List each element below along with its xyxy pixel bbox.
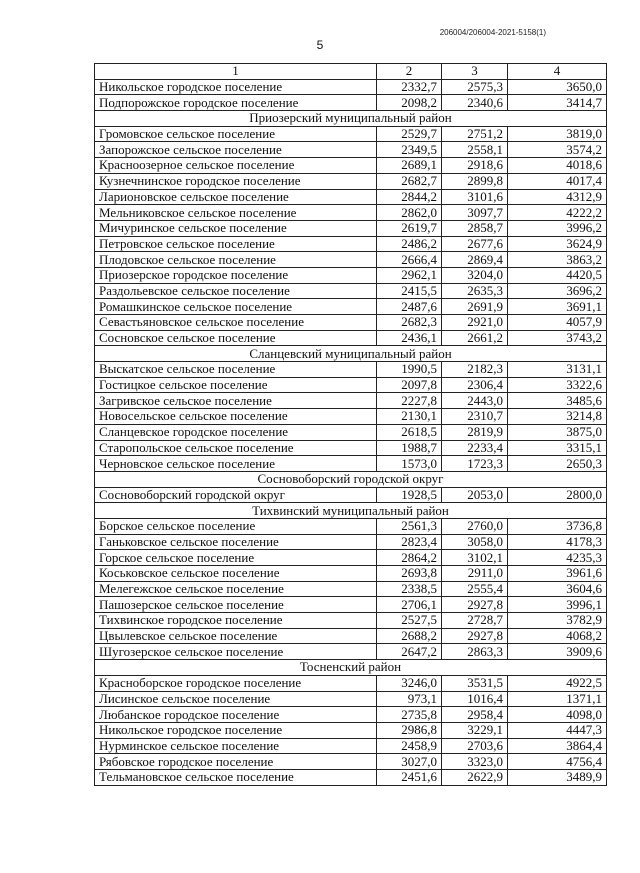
settlement-name-cell: Пашозерское сельское поселение bbox=[95, 597, 377, 613]
settlement-name-cell: Борское сельское поселение bbox=[95, 518, 377, 534]
value-cell-4: 3574,2 bbox=[508, 142, 607, 158]
value-cell-3: 2751,2 bbox=[442, 126, 508, 142]
table-row bbox=[95, 691, 607, 707]
value-cell-2: 2823,4 bbox=[377, 534, 442, 550]
value-cell-2: 1988,7 bbox=[377, 440, 442, 456]
settlement-name-cell: Сосновское сельское поселение bbox=[95, 330, 377, 346]
value-cell-3: 2858,7 bbox=[442, 220, 508, 236]
value-cell-4: 4312,9 bbox=[508, 189, 607, 205]
value-cell-3: 2899,8 bbox=[442, 173, 508, 189]
value-cell-4: 4178,3 bbox=[508, 534, 607, 550]
value-cell-2: 2338,5 bbox=[377, 581, 442, 597]
table-row bbox=[95, 518, 607, 534]
value-cell-2: 1928,5 bbox=[377, 487, 442, 503]
table-row bbox=[95, 393, 607, 409]
column-header: 1 bbox=[95, 64, 377, 80]
settlement-name-cell: Загривское сельское поселение bbox=[95, 393, 377, 409]
settlement-name-cell: Запорожское сельское поселение bbox=[95, 142, 377, 158]
settlement-name-cell: Громовское сельское поселение bbox=[95, 126, 377, 142]
value-cell-2: 2689,1 bbox=[377, 158, 442, 174]
value-cell-2: 2486,2 bbox=[377, 236, 442, 252]
table-row bbox=[95, 95, 607, 111]
section-row bbox=[95, 346, 607, 362]
settlement-name-cell: Ларионовское сельское поселение bbox=[95, 189, 377, 205]
value-cell-2: 2458,9 bbox=[377, 738, 442, 754]
table-row bbox=[95, 613, 607, 629]
table-row bbox=[95, 534, 607, 550]
value-cell-3: 2555,4 bbox=[442, 581, 508, 597]
value-cell-4: 3485,6 bbox=[508, 393, 607, 409]
table-row bbox=[95, 362, 607, 378]
settlement-name-cell: Красноозерное сельское поселение bbox=[95, 158, 377, 174]
settlement-name-cell: Черновское сельское поселение bbox=[95, 456, 377, 472]
settlement-name-cell: Никольское городское поселение bbox=[95, 79, 377, 95]
value-cell-2: 2647,2 bbox=[377, 644, 442, 660]
settlement-name-cell: Мелегежское сельское поселение bbox=[95, 581, 377, 597]
value-cell-3: 3204,0 bbox=[442, 267, 508, 283]
value-cell-2: 2844,2 bbox=[377, 189, 442, 205]
settlement-name-cell: Приозерское городское поселение bbox=[95, 267, 377, 283]
value-cell-3: 2691,9 bbox=[442, 299, 508, 315]
value-cell-2: 2451,6 bbox=[377, 769, 442, 785]
value-cell-3: 2575,3 bbox=[442, 79, 508, 95]
settlement-name-cell: Никольское городское поселение bbox=[95, 722, 377, 738]
value-cell-4: 3691,1 bbox=[508, 299, 607, 315]
value-cell-4: 3863,2 bbox=[508, 252, 607, 268]
value-cell-3: 3058,0 bbox=[442, 534, 508, 550]
settlement-name-cell: Лисинское сельское поселение bbox=[95, 691, 377, 707]
value-cell-3: 2340,6 bbox=[442, 95, 508, 111]
settlement-name-cell: Ромашкинское сельское поселение bbox=[95, 299, 377, 315]
value-cell-4: 3322,6 bbox=[508, 377, 607, 393]
value-cell-2: 2332,7 bbox=[377, 79, 442, 95]
value-cell-3: 2869,4 bbox=[442, 252, 508, 268]
settlement-name-cell: Раздольевское сельское поселение bbox=[95, 283, 377, 299]
value-cell-2: 3027,0 bbox=[377, 754, 442, 770]
value-cell-3: 2635,3 bbox=[442, 283, 508, 299]
table-row bbox=[95, 707, 607, 723]
value-cell-2: 2227,8 bbox=[377, 393, 442, 409]
settlement-name-cell: Выскатское сельское поселение bbox=[95, 362, 377, 378]
value-cell-4: 3696,2 bbox=[508, 283, 607, 299]
table-row bbox=[95, 754, 607, 770]
value-cell-2: 2666,4 bbox=[377, 252, 442, 268]
table-row bbox=[95, 644, 607, 660]
section-title: Сланцевский муниципальный район bbox=[95, 346, 607, 362]
value-cell-4: 3909,6 bbox=[508, 644, 607, 660]
column-header: 3 bbox=[442, 64, 508, 80]
value-cell-4: 3414,7 bbox=[508, 95, 607, 111]
table-row bbox=[95, 283, 607, 299]
value-cell-2: 1990,5 bbox=[377, 362, 442, 378]
settlement-name-cell: Тихвинское городское поселение bbox=[95, 613, 377, 629]
value-cell-4: 4235,3 bbox=[508, 550, 607, 566]
value-cell-3: 2927,8 bbox=[442, 628, 508, 644]
header-row bbox=[95, 64, 607, 80]
value-cell-4: 3996,1 bbox=[508, 597, 607, 613]
table-row bbox=[95, 330, 607, 346]
value-cell-3: 2443,0 bbox=[442, 393, 508, 409]
section-title: Сосновоборский городской округ bbox=[95, 471, 607, 487]
value-cell-3: 1016,4 bbox=[442, 691, 508, 707]
value-cell-2: 2862,0 bbox=[377, 205, 442, 221]
value-cell-2: 2688,2 bbox=[377, 628, 442, 644]
value-cell-4: 3996,2 bbox=[508, 220, 607, 236]
table-row bbox=[95, 581, 607, 597]
settlement-name-cell: Коськовское сельское поселение bbox=[95, 566, 377, 582]
value-cell-2: 3246,0 bbox=[377, 675, 442, 691]
value-cell-3: 2927,8 bbox=[442, 597, 508, 613]
settlement-name-cell: Любанское городское поселение bbox=[95, 707, 377, 723]
value-cell-2: 2682,7 bbox=[377, 173, 442, 189]
value-cell-4: 3624,9 bbox=[508, 236, 607, 252]
value-cell-3: 2558,1 bbox=[442, 142, 508, 158]
value-cell-4: 3961,6 bbox=[508, 566, 607, 582]
value-cell-4: 4018,6 bbox=[508, 158, 607, 174]
section-row bbox=[95, 503, 607, 519]
value-cell-3: 2921,0 bbox=[442, 315, 508, 331]
settlement-name-cell: Новосельское сельское поселение bbox=[95, 409, 377, 425]
value-cell-3: 2918,6 bbox=[442, 158, 508, 174]
value-cell-3: 2306,4 bbox=[442, 377, 508, 393]
section-title: Тихвинский муниципальный район bbox=[95, 503, 607, 519]
value-cell-3: 3102,1 bbox=[442, 550, 508, 566]
value-cell-4: 2800,0 bbox=[508, 487, 607, 503]
section-row bbox=[95, 660, 607, 676]
table-row bbox=[95, 267, 607, 283]
value-cell-3: 2958,4 bbox=[442, 707, 508, 723]
column-header: 2 bbox=[377, 64, 442, 80]
settlement-name-cell: Севастьяновское сельское поселение bbox=[95, 315, 377, 331]
settlement-name-cell: Петровское сельское поселение bbox=[95, 236, 377, 252]
value-cell-4: 3489,9 bbox=[508, 769, 607, 785]
value-cell-2: 2693,8 bbox=[377, 566, 442, 582]
value-cell-4: 3131,1 bbox=[508, 362, 607, 378]
table-row bbox=[95, 236, 607, 252]
value-cell-2: 2561,3 bbox=[377, 518, 442, 534]
value-cell-4: 3743,2 bbox=[508, 330, 607, 346]
value-cell-3: 3097,7 bbox=[442, 205, 508, 221]
table-row bbox=[95, 409, 607, 425]
page-number: 5 bbox=[316, 38, 324, 52]
value-cell-2: 1573,0 bbox=[377, 456, 442, 472]
table-row bbox=[95, 456, 607, 472]
value-cell-2: 2619,7 bbox=[377, 220, 442, 236]
data-table bbox=[94, 63, 607, 786]
section-row bbox=[95, 471, 607, 487]
table-row bbox=[95, 440, 607, 456]
table-row bbox=[95, 189, 607, 205]
value-cell-4: 4098,0 bbox=[508, 707, 607, 723]
value-cell-3: 2182,3 bbox=[442, 362, 508, 378]
value-cell-4: 2650,3 bbox=[508, 456, 607, 472]
table-row bbox=[95, 675, 607, 691]
value-cell-4: 3650,0 bbox=[508, 79, 607, 95]
value-cell-4: 3604,6 bbox=[508, 581, 607, 597]
value-cell-2: 2962,1 bbox=[377, 267, 442, 283]
value-cell-3: 2728,7 bbox=[442, 613, 508, 629]
table-row bbox=[95, 566, 607, 582]
settlement-name-cell: Сланцевское городское поселение bbox=[95, 424, 377, 440]
value-cell-3: 2233,4 bbox=[442, 440, 508, 456]
value-cell-3: 3531,5 bbox=[442, 675, 508, 691]
value-cell-3: 2760,0 bbox=[442, 518, 508, 534]
value-cell-2: 973,1 bbox=[377, 691, 442, 707]
table-row bbox=[95, 205, 607, 221]
value-cell-3: 1723,3 bbox=[442, 456, 508, 472]
value-cell-3: 2703,6 bbox=[442, 738, 508, 754]
settlement-name-cell: Цвылевское сельское поселение bbox=[95, 628, 377, 644]
settlement-name-cell: Кузнечнинское городское поселение bbox=[95, 173, 377, 189]
value-cell-2: 2618,5 bbox=[377, 424, 442, 440]
table-row bbox=[95, 79, 607, 95]
settlement-name-cell: Ганьковское сельское поселение bbox=[95, 534, 377, 550]
settlement-name-cell: Сосновоборский городской округ bbox=[95, 487, 377, 503]
value-cell-2: 2349,5 bbox=[377, 142, 442, 158]
value-cell-4: 4057,9 bbox=[508, 315, 607, 331]
value-cell-4: 3864,4 bbox=[508, 738, 607, 754]
table-row bbox=[95, 597, 607, 613]
table-row bbox=[95, 424, 607, 440]
section-title: Тосненский район bbox=[95, 660, 607, 676]
value-cell-4: 3214,8 bbox=[508, 409, 607, 425]
settlement-name-cell: Гостицкое сельское поселение bbox=[95, 377, 377, 393]
table-row bbox=[95, 252, 607, 268]
table-row bbox=[95, 173, 607, 189]
settlement-name-cell: Старопольское сельское поселение bbox=[95, 440, 377, 456]
value-cell-3: 3101,6 bbox=[442, 189, 508, 205]
settlement-name-cell: Мичуринское сельское поселение bbox=[95, 220, 377, 236]
value-cell-2: 2527,5 bbox=[377, 613, 442, 629]
value-cell-3: 2911,0 bbox=[442, 566, 508, 582]
settlement-name-cell: Красноборское городское поселение bbox=[95, 675, 377, 691]
table-row bbox=[95, 628, 607, 644]
value-cell-2: 2986,8 bbox=[377, 722, 442, 738]
table-row bbox=[95, 299, 607, 315]
value-cell-2: 2130,1 bbox=[377, 409, 442, 425]
value-cell-2: 2487,6 bbox=[377, 299, 442, 315]
table-row bbox=[95, 220, 607, 236]
value-cell-4: 3875,0 bbox=[508, 424, 607, 440]
table-row bbox=[95, 769, 607, 785]
value-cell-4: 3315,1 bbox=[508, 440, 607, 456]
value-cell-4: 4222,2 bbox=[508, 205, 607, 221]
section-row bbox=[95, 111, 607, 127]
value-cell-4: 3782,9 bbox=[508, 613, 607, 629]
value-cell-2: 2864,2 bbox=[377, 550, 442, 566]
settlement-name-cell: Рябовское городское поселение bbox=[95, 754, 377, 770]
value-cell-4: 4068,2 bbox=[508, 628, 607, 644]
settlement-name-cell: Нурминское сельское поселение bbox=[95, 738, 377, 754]
section-title: Приозерский муниципальный район bbox=[95, 111, 607, 127]
table-row bbox=[95, 738, 607, 754]
value-cell-4: 3819,0 bbox=[508, 126, 607, 142]
column-header: 4 bbox=[508, 64, 607, 80]
value-cell-2: 2735,8 bbox=[377, 707, 442, 723]
table-row bbox=[95, 377, 607, 393]
value-cell-2: 2098,2 bbox=[377, 95, 442, 111]
settlement-name-cell: Подпорожское городское поселение bbox=[95, 95, 377, 111]
value-cell-3: 2677,6 bbox=[442, 236, 508, 252]
table-row bbox=[95, 722, 607, 738]
settlement-name-cell: Мельниковское сельское поселение bbox=[95, 205, 377, 221]
value-cell-2: 2436,1 bbox=[377, 330, 442, 346]
table-row bbox=[95, 315, 607, 331]
settlement-name-cell: Горское сельское поселение bbox=[95, 550, 377, 566]
table-row bbox=[95, 550, 607, 566]
value-cell-3: 2622,9 bbox=[442, 769, 508, 785]
settlement-name-cell: Шугозерское сельское поселение bbox=[95, 644, 377, 660]
value-cell-4: 4922,5 bbox=[508, 675, 607, 691]
table-row bbox=[95, 142, 607, 158]
value-cell-4: 1371,1 bbox=[508, 691, 607, 707]
value-cell-3: 3323,0 bbox=[442, 754, 508, 770]
value-cell-4: 4017,4 bbox=[508, 173, 607, 189]
value-cell-2: 2706,1 bbox=[377, 597, 442, 613]
settlement-name-cell: Плодовское сельское поселение bbox=[95, 252, 377, 268]
value-cell-2: 2097,8 bbox=[377, 377, 442, 393]
document-id: 206004/206004-2021-5158(1) bbox=[439, 28, 546, 37]
value-cell-4: 4756,4 bbox=[508, 754, 607, 770]
value-cell-3: 2863,3 bbox=[442, 644, 508, 660]
value-cell-3: 2310,7 bbox=[442, 409, 508, 425]
value-cell-3: 3229,1 bbox=[442, 722, 508, 738]
value-cell-4: 3736,8 bbox=[508, 518, 607, 534]
table-row bbox=[95, 487, 607, 503]
value-cell-3: 2053,0 bbox=[442, 487, 508, 503]
value-cell-3: 2661,2 bbox=[442, 330, 508, 346]
table-row bbox=[95, 158, 607, 174]
value-cell-3: 2819,9 bbox=[442, 424, 508, 440]
settlement-name-cell: Тельмановское сельское поселение bbox=[95, 769, 377, 785]
value-cell-2: 2529,7 bbox=[377, 126, 442, 142]
value-cell-4: 4447,3 bbox=[508, 722, 607, 738]
value-cell-2: 2415,5 bbox=[377, 283, 442, 299]
value-cell-2: 2682,3 bbox=[377, 315, 442, 331]
value-cell-4: 4420,5 bbox=[508, 267, 607, 283]
table-row bbox=[95, 126, 607, 142]
